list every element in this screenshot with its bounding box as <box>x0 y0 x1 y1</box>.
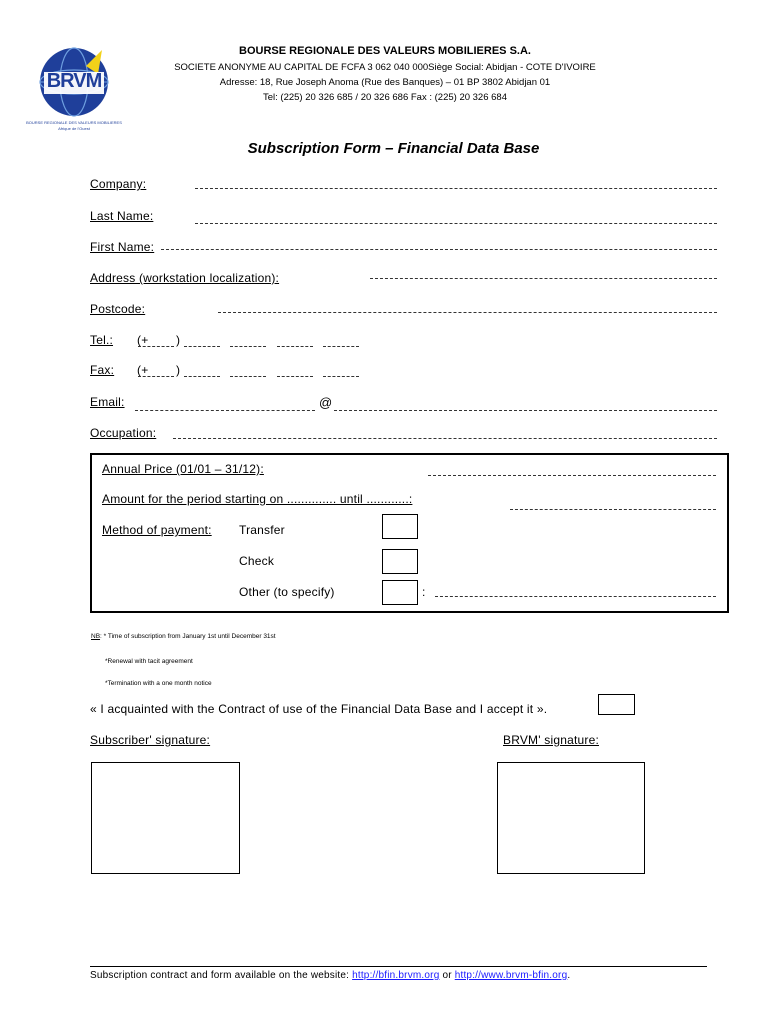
logo-text: BRVM <box>46 70 102 92</box>
other-label: Other (to specify) <box>239 585 335 599</box>
logo-caption: BOURSE REGIONALE DES VALEURS MOBILIERES <box>26 120 122 125</box>
fax-label: Fax: <box>90 363 115 377</box>
footer-or: or <box>439 970 455 981</box>
fax-part-4[interactable] <box>323 376 359 377</box>
amount-period-field[interactable] <box>510 509 716 510</box>
header-line-2: Adresse: 18, Rue Joseph Anoma (Rue des Banques) – 01 BP 3802 Abidjan 01 <box>219 77 551 88</box>
email-user-field[interactable] <box>135 410 315 411</box>
nb-text: : * Time of subscription from January 1st until December 31st <box>100 633 276 640</box>
other-checkbox[interactable] <box>382 580 418 605</box>
address-field[interactable] <box>370 278 717 279</box>
org-name: BOURSE REGIONALE DES VALEURS MOBILIERES S.A. <box>239 45 531 57</box>
annual-price-field[interactable] <box>428 475 716 476</box>
subscriber-signature-label: Subscriber' signature: <box>90 733 211 747</box>
last-name-field[interactable] <box>195 223 717 224</box>
nb-note <box>91 633 276 640</box>
transfer-label: Transfer <box>239 523 285 537</box>
method-of-payment-label: Method of payment: <box>102 523 212 537</box>
first-name-label: First Name: <box>90 240 155 254</box>
transfer-checkbox[interactable] <box>382 514 418 539</box>
tel-label: Tel.: <box>90 333 114 347</box>
footer-label: Subscription contract and form available on the website: <box>90 970 353 981</box>
check-checkbox[interactable] <box>382 549 418 574</box>
fax-part-2[interactable] <box>230 376 266 377</box>
footer-rule <box>90 966 707 967</box>
fax-prefix: (+ <box>137 363 149 377</box>
check-label: Check <box>239 554 275 568</box>
footer-link-brvm-bfin[interactable]: http://www.brvm-bfin.org <box>454 970 568 981</box>
tel-close: ) <box>176 333 181 347</box>
header-line-1: SOCIETE ANONYME AU CAPITAL DE FCFA 3 062 040 000Siège Social: Abidjan - COTE D'IVOIRE <box>174 62 596 73</box>
tel-part-2[interactable] <box>230 346 266 347</box>
nb-label: NB <box>91 633 101 640</box>
amount-period-text: Amount for the period starting on .............. until ............: <box>102 492 413 506</box>
logo-subcaption: Afrique de l'Ouest <box>58 126 90 131</box>
footer-period: . <box>567 970 571 981</box>
acknowledge-checkbox[interactable] <box>598 694 635 715</box>
fax-close: ) <box>176 363 181 377</box>
fax-country-code-field[interactable] <box>138 376 174 377</box>
footer-link-bfin[interactable]: http://bfin.brvm.org <box>352 970 440 981</box>
other-specify-field[interactable] <box>435 596 716 597</box>
address-label: Address (workstation localization): <box>90 271 280 285</box>
first-name-field[interactable] <box>161 249 717 250</box>
fax-part-1[interactable] <box>184 376 220 377</box>
email-label: Email: <box>90 395 125 409</box>
brvm-signature-label: BRVM' signature: <box>503 733 599 747</box>
occupation-field[interactable] <box>173 438 717 439</box>
occupation-label: Occupation: <box>90 426 157 440</box>
amount-period-label <box>102 492 412 506</box>
renewal-note: *Renewal with tacit agreement <box>105 658 193 665</box>
brvm-signature-box[interactable] <box>497 762 645 874</box>
subscriber-signature-box[interactable] <box>91 762 240 874</box>
tel-part-3[interactable] <box>277 346 313 347</box>
email-domain-field[interactable] <box>334 410 717 411</box>
header-line-3: Tel: (225) 20 326 685 / 20 326 686 Fax : (225) 20 326 684 <box>262 92 507 103</box>
form-title: Subscription Form – Financial Data Base <box>247 140 540 157</box>
last-name-label: Last Name: <box>90 209 154 223</box>
tel-prefix: (+ <box>137 333 149 347</box>
email-at-sign: @ <box>319 395 333 410</box>
company-label: Company: <box>90 177 147 191</box>
termination-note: *Termination with a one month notice <box>105 680 212 687</box>
footer-text <box>90 970 570 981</box>
annual-price-label: Annual Price (01/01 – 31/12): <box>102 462 264 476</box>
postcode-label: Postcode: <box>90 302 146 316</box>
acknowledge-text: « I acquainted with the Contract of use of the Financial Data Base and I accept it ». <box>90 702 548 716</box>
tel-country-code-field[interactable] <box>138 346 174 347</box>
brvm-logo <box>28 44 120 138</box>
tel-part-1[interactable] <box>184 346 220 347</box>
postcode-field[interactable] <box>218 312 717 313</box>
other-colon: : <box>422 585 426 599</box>
company-field[interactable] <box>195 188 717 189</box>
fax-part-3[interactable] <box>277 376 313 377</box>
tel-part-4[interactable] <box>323 346 359 347</box>
